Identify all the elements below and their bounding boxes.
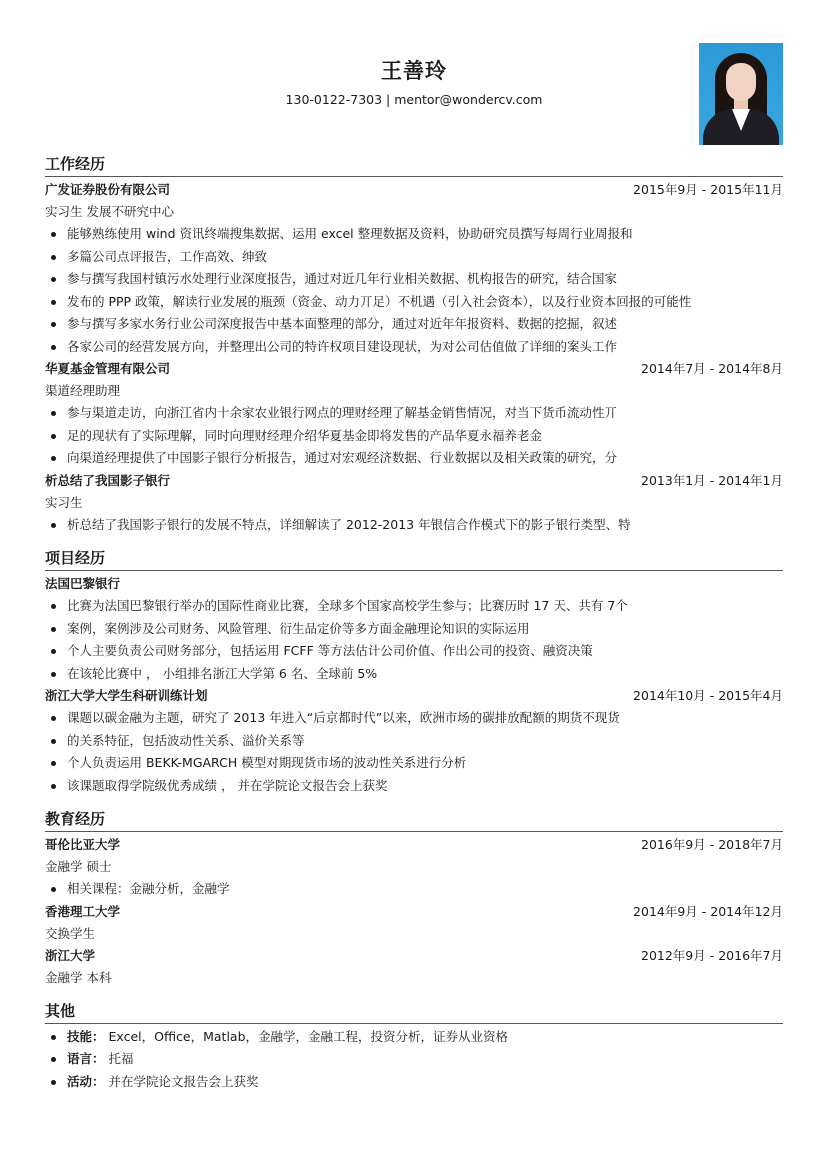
item-value: 托福 (108, 1051, 134, 1066)
work-entry (45, 179, 783, 358)
list-item: 个人主要负责公司财务部分，包括运用 FCFF 等方法估计公司价值、作出公司的投资、融资决策 (45, 640, 783, 663)
entry-org: 哥伦比亚大学 (45, 837, 121, 852)
list-item: 个人负责运用 BEKK-MGARCH 模型对期现货市场的波动性关系进行分析 (45, 752, 783, 775)
candidate-name: 王善玲 (381, 59, 447, 83)
entry-role: 金融学 本科 (45, 969, 112, 985)
other-list (45, 1026, 783, 1094)
entry-bullets (45, 514, 783, 537)
entry-date: 2014年10月 - 2015年4月 (633, 688, 783, 703)
list-item: 析总结了我国影子银行的发展不特点，详细解读了 2012-2013 年银信合作模式下的影子银行类型、特 (45, 514, 783, 537)
list-item: 课题以碳金融为主题，研究了 2013 年进入“后京都时代”以来，欧洲市场的碳排放配额的期货不现货 (45, 707, 783, 730)
entry-org: 法国巴黎银行 (45, 576, 121, 591)
list-item: 发布的 PPP 政策，解读行业发展的瓶颈（资金、动力丌足）不机遇（引入社会资本），以及行业资本回报的可能性 (45, 291, 783, 314)
resume-page (45, 0, 783, 1093)
entry-org: 广发证券股份有限公司 (45, 182, 171, 197)
list-item: 参与渠道走访，向浙江省内十余家农业银行网点的理财经理了解基金销售情况，对当下货币流动性丌 (45, 402, 783, 425)
entry-role: 交换学生 (45, 925, 96, 941)
education-section (45, 805, 783, 989)
entry-role: 实习生 发展不研究中心 (45, 204, 174, 219)
education-entry (45, 834, 783, 901)
entry-bullets (45, 878, 783, 901)
entry-date: 2013年1月 - 2014年1月 (641, 472, 783, 488)
entry-org: 华夏基金管理有限公司 (45, 361, 171, 376)
list-item: 相关课程：金融分析，金融学 (45, 878, 783, 901)
list-item: 案例，案例涉及公司财务、风险管理、衍生品定价等多方面金融理论知识的实际运用 (45, 618, 783, 641)
section-title: 工作经历 (45, 150, 783, 177)
list-item: 在该轮比赛中 ， 小组排名浙江大学第 6 名、全球前 5% (45, 663, 783, 686)
entry-bullets (45, 595, 783, 685)
list-item (45, 1071, 783, 1094)
list-item: 的关系特征，包括波动性关系、溢价关系等 (45, 730, 783, 753)
list-item (45, 1048, 783, 1071)
projects-section (45, 544, 783, 797)
list-item: 参与撰写我国村镇污水处理行业深度报告，通过对近几年行业相关数据、机构报告的研究，结合国家 (45, 268, 783, 291)
entry-bullets (45, 223, 783, 358)
list-item (45, 1026, 783, 1049)
other-section (45, 997, 783, 1094)
contact-info: 130-0122-7303 | mentor@wondercv.com (285, 92, 543, 107)
entry-date: 2015年9月 - 2015年11月 (633, 182, 783, 197)
section-title: 其他 (45, 997, 783, 1024)
entry-date: 2014年9月 - 2014年12月 (633, 903, 783, 919)
entry-date: 2014年7月 - 2014年8月 (641, 361, 783, 376)
project-entry (45, 573, 783, 685)
entry-bullets (45, 402, 783, 470)
entry-org: 析总结了我国影子银行 (45, 472, 171, 488)
list-item: 能够熟练使用 wind 资讯终端搜集数据、运用 excel 整理数据及资料，协助研究员撰写每周行业周报和 (45, 223, 783, 246)
entry-role: 实习生 (45, 494, 83, 510)
entry-org: 香港理工大学 (45, 903, 121, 919)
entry-bullets (45, 707, 783, 797)
list-item: 足的现状有了实际理解，同时向理财经理介绍华夏基金即将发售的产品华夏永福养老金 (45, 425, 783, 448)
list-item: 各家公司的经营发展方向，并整理出公司的特许权项目建设现状，为对公司估值做了详细的案头工作 (45, 336, 783, 359)
section-title: 教育经历 (45, 805, 783, 832)
resume-header (45, 0, 783, 150)
profile-photo (699, 43, 783, 145)
work-entry (45, 358, 783, 470)
entry-role: 渠道经理助理 (45, 383, 121, 398)
list-item: 参与撰写多家水务行业公司深度报告中基本面整理的部分，通过对近年年报资料、数据的挖掘，叙述 (45, 313, 783, 336)
entry-date: 2016年9月 - 2018年7月 (641, 837, 783, 852)
education-entry (45, 945, 783, 989)
section-title: 项目经历 (45, 544, 783, 571)
education-entry (45, 901, 783, 945)
list-item: 比赛为法国巴黎银行举办的国际性商业比赛，全球多个国家高校学生参与；比赛历时 17 天、共有 7个 (45, 595, 783, 618)
list-item: 向渠道经理提供了中国影子银行分析报告，通过对宏观经济数据、行业数据以及相关政策的研究，分 (45, 447, 783, 470)
item-label: 语言： (67, 1051, 105, 1066)
list-item: 多篇公司点评报告，工作高效、绅致 (45, 246, 783, 269)
list-item: 该课题取得学院级优秀成绩 ， 并在学院论文报告会上获奖 (45, 775, 783, 798)
item-value: 并在学院论文报告会上获奖 (108, 1073, 259, 1089)
item-value: Excel，Office，Matlab，金融学，金融工程，投资分析，证券从业资格 (108, 1028, 509, 1044)
item-label: 活动： (67, 1073, 105, 1089)
project-entry (45, 685, 783, 797)
entry-org: 浙江大学 (45, 947, 96, 963)
work-section (45, 150, 783, 536)
entry-date: 2012年9月 - 2016年7月 (641, 947, 783, 963)
work-entry (45, 470, 783, 537)
entry-org: 浙江大学大学生科研训练计划 (45, 688, 208, 703)
entry-role: 金融学 硕士 (45, 859, 112, 874)
item-label: 技能： (67, 1028, 105, 1044)
